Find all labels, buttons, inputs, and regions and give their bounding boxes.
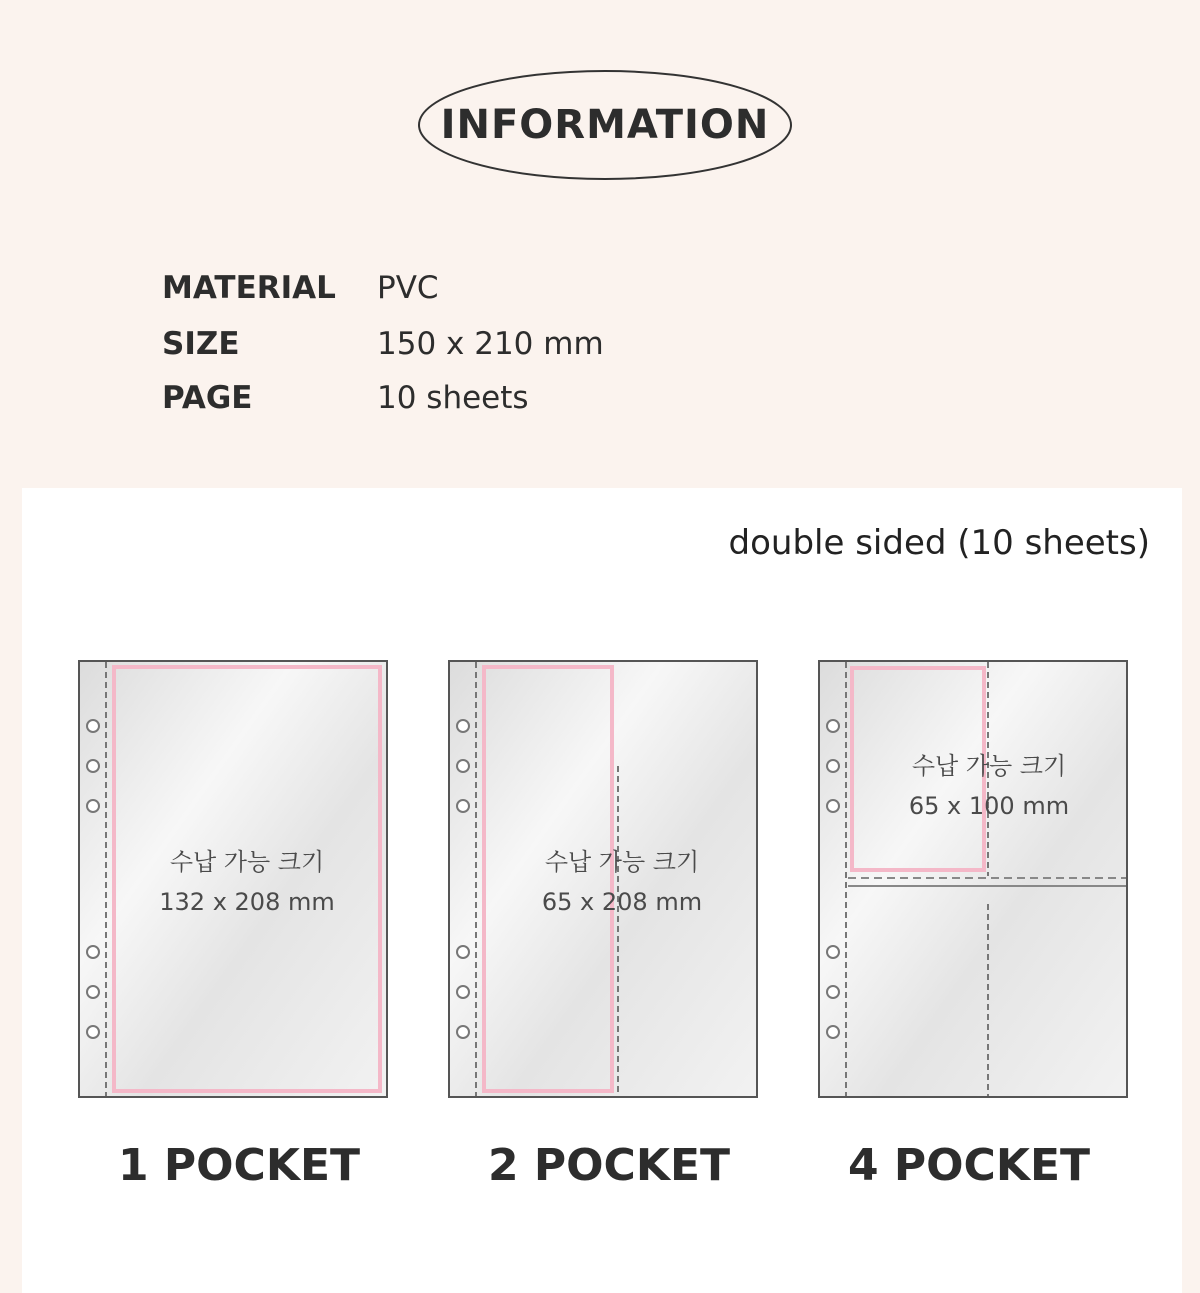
spec-row-page (162, 378, 529, 418)
spec-label: MATERIAL (162, 270, 336, 306)
pocket-label-1: 1 POCKET (117, 1140, 361, 1191)
pocket-size: 132 x 208 mm (159, 888, 335, 916)
pocket-caption: 수납 가능 크기 (169, 848, 325, 876)
pocket-size-label (484, 842, 760, 922)
pocket-caption: 수납 가능 크기 (544, 848, 700, 876)
spec-value: 150 x 210 mm (377, 326, 604, 362)
spec-row-size (162, 324, 604, 364)
sheet-illustration (818, 660, 1128, 1098)
page-title: INFORMATION (440, 102, 770, 148)
spec-label: SIZE (162, 326, 240, 362)
pocket-caption: 수납 가능 크기 (911, 752, 1067, 780)
pocket-size: 65 x 100 mm (908, 792, 1070, 820)
spec-value: 10 sheets (377, 380, 529, 416)
pocket-label-2: 2 POCKET (487, 1140, 731, 1191)
sheet-1-pocket (78, 660, 388, 1098)
double-sided-note: double sided (10 sheets) (728, 523, 1150, 563)
pocket-label-4: 4 POCKET (847, 1140, 1091, 1191)
pocket-size-label (114, 842, 380, 922)
sheet-4-pocket (818, 660, 1128, 1098)
pocket-size: 65 x 208 mm (541, 888, 703, 916)
spec-label: PAGE (162, 380, 253, 416)
sheet-2-pocket (448, 660, 758, 1098)
spec-row-material (162, 268, 439, 308)
info-header (416, 68, 794, 182)
spec-value: PVC (377, 270, 439, 306)
pocket-size-label (878, 746, 1100, 826)
